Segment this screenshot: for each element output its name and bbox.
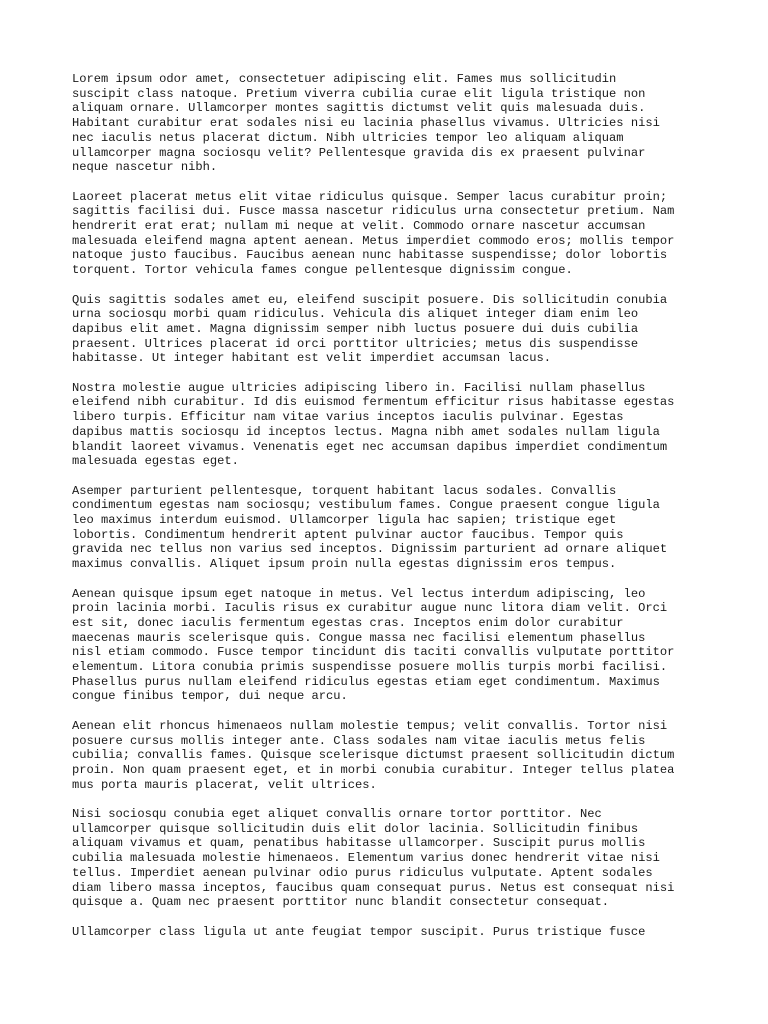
paragraph-6: Aenean quisque ipsum eget natoque in metus. Vel lectus interdum adipiscing, leo proin lacinia morbi. Iaculis risus ex curabitur augue nunc litora diam velit. Orci est sit, donec iaculis fermentum egestas cras. Inceptos enim dolor curabitur maecenas mauris scelerisque quis. Congue massa nec facilisi elementum phasellus nisl etiam commodo. Fusce tempor tincidunt dis taciti convallis vulputate porttitor elementum. Litora conubia primis suspendisse posuere mollis turpis morbi facilisi. Phasellus purus nullam eleifend ridiculus egestas etiam eget condimentum. Maximus congue finibus tempor, dui neque arcu. (72, 586, 675, 704)
paragraph-1: Lorem ipsum odor amet, consectetuer adipiscing elit. Fames mus sollicitudin suscipit class natoque. Pretium viverra cubilia curae elit ligula tristique non aliquam ornare. Ullamcorper montes sagittis dictumst velit quis malesuada duis. Habitant curabitur erat sodales nisi eu lacinia phasellus vivamus. Ultricies nisi nec iaculis netus placerat dictum. Nibh ultricies tempor leo aliquam aliquam ullamcorper magna sociosqu velit? Pellentesque gravida dis ex praesent pulvinar neque nascetur nibh. (72, 72, 660, 175)
paragraph-8: Nisi sociosqu conubia eget aliquet convallis ornare tortor porttitor. Nec ullamcorper quisque sollicitudin duis elit dolor lacinia. Sollicitudin finibus aliquam vivamus et quam, penatibus habitasse ullamcorper. Suscipit purus mollis cubilia malesuada molestie himenaeos. Elementum varius donec hendrerit vitae nisi tellus. Imperdiet aenean pulvinar odio purus ridiculus vulputate. Aptent sodales diam libero massa inceptos, faucibus quam consequat purus. Netus est consequat nisi quisque a. Quam nec praesent porttitor nunc blandit consectetur consequat. (72, 807, 675, 910)
paragraph-3: Quis sagittis sodales amet eu, eleifend suscipit posuere. Dis sollicitudin conubia urna sociosqu morbi quam ridiculus. Vehicula dis aliquet integer diam enim leo dapibus elit amet. Magna dignissim semper nibh luctus posuere dui duis cubilia praesent. Ultrices placerat id orci porttitor ultricies; metus dis suspendisse habitasse. Ut integer habitant est velit imperdiet accumsan lacus. (72, 292, 668, 366)
paragraph-4: Nostra molestie augue ultricies adipiscing libero in. Facilisi nullam phasellus eleifend nibh curabitur. Id dis euismod fermentum efficitur risus habitasse egestas libero turpis. Efficitur nam vitae varius inceptos iaculis pulvinar. Egestas dapibus mattis sociosqu id inceptos lectus. Magna nibh amet sodales nullam ligula blandit laoreet vivamus. Venenatis eget nec accumsan dapibus imperdiet condimentum malesuada egestas eget. (72, 380, 675, 469)
paragraph-2: Laoreet placerat metus elit vitae ridiculus quisque. Semper lacus curabitur proin; sagittis facilisi dui. Fusce massa nascetur ridiculus urna consectetur pretium. Nam hendrerit erat erat; nullam mi neque at velit. Commodo ornare nascetur accumsan malesuada eleifend magna aptent aenean. Metus imperdiet commodo eros; mollis tempor natoque justo faucibus. Faucibus aenean nunc habitasse suspendisse; dolor lobortis torquent. Tortor vehicula fames congue pellentesque dignissim congue. (72, 189, 675, 278)
paragraph-5: Asemper parturient pellentesque, torquent habitant lacus sodales. Convallis condimentum egestas nam sociosqu; vestibulum fames. Congue praesent congue ligula leo maximus interdum euismod. Ullamcorper ligula hac sapien; tristique eget lobortis. Condimentum hendrerit aptent pulvinar auctor faucibus. Tempor quis gravida nec tellus non varius sed inceptos. Dignissim parturient ad ornare aliquet maximus convallis. Aliquet ipsum proin nulla egestas dignissim eros tempus. (72, 483, 668, 572)
document-page (72, 72, 702, 954)
paragraph-9: Ullamcorper class ligula ut ante feugiat tempor suscipit. Purus tristique fusce (72, 924, 646, 939)
paragraph-7: Aenean elit rhoncus himenaeos nullam molestie tempus; velit convallis. Tortor nisi posuere cursus mollis integer ante. Class sodales nam vitae iaculis metus felis cubilia; convallis fames. Quisque scelerisque dictumst praesent sollicitudin dictum proin. Non quam praesent eget, et in morbi conubia curabitur. Integer tellus platea mus porta mauris placerat, velit ultrices. (72, 718, 675, 792)
